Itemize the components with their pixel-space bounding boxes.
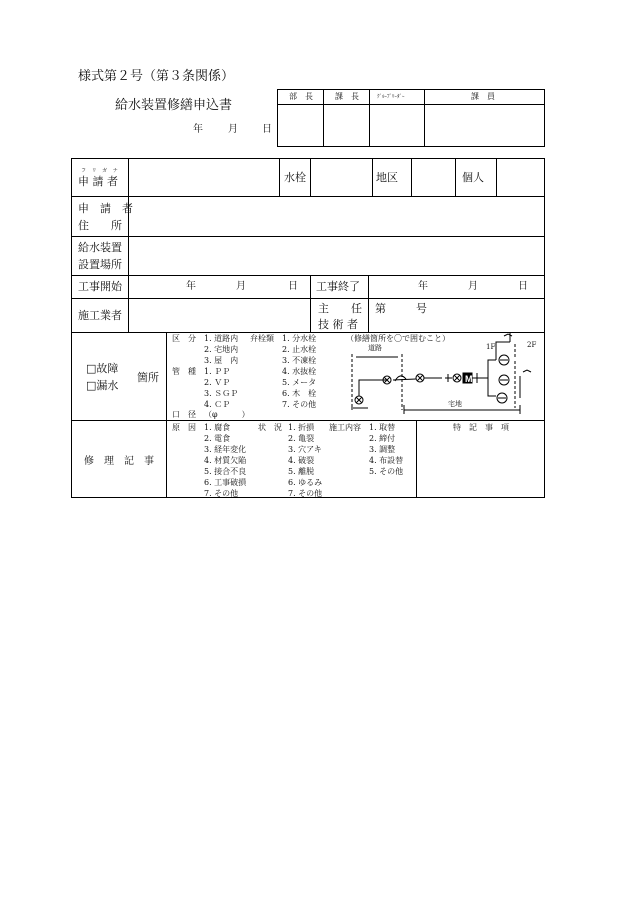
riser-pipe	[488, 378, 496, 396]
meter-label: M	[465, 374, 473, 384]
kanshu-option-2: 2. ＶＰ	[204, 378, 231, 387]
sekou-option-5: 5. その他	[369, 467, 404, 476]
tap-icon	[523, 370, 531, 372]
kojin-label: 個人	[462, 171, 484, 184]
start-label: 工事開始	[78, 280, 122, 293]
sekou-label: 施工内容	[329, 423, 361, 432]
start-year-label: 年	[186, 281, 196, 292]
fault-checkbox: □故障	[86, 362, 119, 375]
cert-dai-label: 第	[375, 302, 386, 315]
kanshu-option-3: 3. ＳＧＰ	[204, 389, 239, 398]
kubun-option-3: 3. 屋 内	[204, 356, 239, 365]
diagram-road-label: 道路	[368, 344, 382, 352]
benzen-option-4: 4. 水抜栓	[282, 367, 317, 376]
sekou-option-2: 2. 締付	[369, 434, 396, 443]
gen-in-option-7: 7. その他	[204, 489, 239, 498]
gen-in-option-2: 2. 電食	[204, 434, 231, 443]
diagram-lot-label: 宅地	[448, 400, 462, 408]
tap-icon	[504, 334, 512, 336]
diagram-note: （修繕箇所を〇で囲むこと）	[346, 334, 450, 343]
benzen-option-6: 6. 木 栓	[282, 389, 317, 398]
start-day-label: 日	[288, 281, 298, 292]
benzen-option-2: 2. 止水栓	[282, 345, 317, 354]
sekou-option-4: 4. 布設替	[369, 456, 404, 465]
chiku-label: 地区	[376, 171, 398, 184]
benzen-option-1: 1. 分水栓	[282, 334, 317, 343]
cert-go-label: 号	[416, 302, 427, 315]
end-month-label: 月	[468, 281, 478, 292]
applicant-address-label-2: 住 所	[78, 219, 122, 232]
applicant-address-label-1: 申 請 者	[78, 202, 133, 215]
gen-in-option-1: 1. 腐食	[204, 423, 231, 432]
gen-in-option-6: 6. 工事破損	[204, 478, 247, 487]
tokki-label: 特 記 事 項	[453, 423, 509, 432]
jokyo-option-2: 2. 亀裂	[288, 434, 315, 443]
jokyo-option-6: 6. ゆるみ	[288, 478, 323, 487]
jokyo-option-3: 3. 穴アキ	[288, 445, 322, 454]
benzen-label: 弁栓類	[250, 334, 274, 343]
sekou-option-1: 1. 取替	[369, 423, 396, 432]
date-day-label: 日	[262, 124, 272, 135]
date-year-label: 年	[193, 124, 203, 135]
benzen-option-3: 3. 不凍栓	[282, 356, 317, 365]
gen-in-option-5: 5. 接合不良	[204, 467, 247, 476]
contractor-label: 施工業者	[78, 309, 122, 322]
approval-bucho: 部 長	[289, 92, 313, 101]
kanshu-option-4: 4. ＣＰ	[204, 400, 231, 409]
approval-group-leader: ｸﾞﾙｰﾌﾟﾘｰﾀﾞｰ	[377, 94, 405, 100]
applicant-name-label: 申 請 者	[78, 175, 118, 188]
diagram-2f-label: 2F	[527, 341, 537, 349]
repair-record-label: 修 理 記 事	[84, 456, 154, 467]
benzen-option-5: 5. メータ	[282, 378, 317, 387]
kubun-label: 区 分	[172, 334, 196, 343]
riser-pipe	[488, 360, 496, 378]
engineer-label-1: 主 任	[318, 302, 362, 315]
approval-kain: 課 員	[471, 92, 495, 101]
fault-location-label: 箇所	[137, 371, 159, 384]
jokyo-option-5: 5. 離脱	[288, 467, 315, 476]
diagram-1f-label: 1F	[486, 343, 496, 351]
leak-checkbox: □漏水	[86, 379, 119, 392]
jokyo-label: 状 況	[258, 423, 282, 432]
jokyo-option-7: 7. その他	[288, 489, 323, 498]
furigana-label: フ リ ガ ナ	[81, 168, 120, 174]
gen-in-label: 原 因	[172, 423, 196, 432]
kubun-option-2: 2. 宅地内	[204, 345, 239, 354]
form-title: 給水装置修繕申込書	[115, 98, 233, 113]
location-label-1: 給水装置	[78, 241, 122, 254]
kokei-unit: （φ ）	[204, 410, 250, 419]
start-month-label: 月	[236, 281, 246, 292]
kanshu-option-1: 1. ＰＰ	[204, 367, 231, 376]
jokyo-option-4: 4. 破裂	[288, 456, 315, 465]
suisen-label: 水栓	[284, 171, 306, 184]
benzen-option-7: 7. その他	[282, 400, 317, 409]
end-day-label: 日	[518, 281, 528, 292]
gen-in-option-4: 4. 材質欠陥	[204, 456, 247, 465]
approval-kacho: 課 長	[335, 92, 359, 101]
location-label-2: 設置場所	[78, 258, 122, 271]
kubun-option-1: 1. 道路内	[204, 334, 239, 343]
main-pipe	[359, 380, 386, 396]
form-number: 様式第２号（第３条関係）	[78, 69, 235, 84]
kokei-label: 口 径	[172, 410, 196, 419]
kanshu-label: 管 種	[172, 367, 196, 376]
date-month-label: 月	[228, 124, 238, 135]
end-year-label: 年	[418, 281, 428, 292]
gen-in-option-3: 3. 経年変化	[204, 445, 247, 454]
jokyo-option-1: 1. 折損	[288, 423, 315, 432]
sekou-option-3: 3. 調整	[369, 445, 396, 454]
engineer-label-2: 技 術 者	[318, 318, 358, 331]
end-label: 工事終了	[316, 280, 360, 293]
